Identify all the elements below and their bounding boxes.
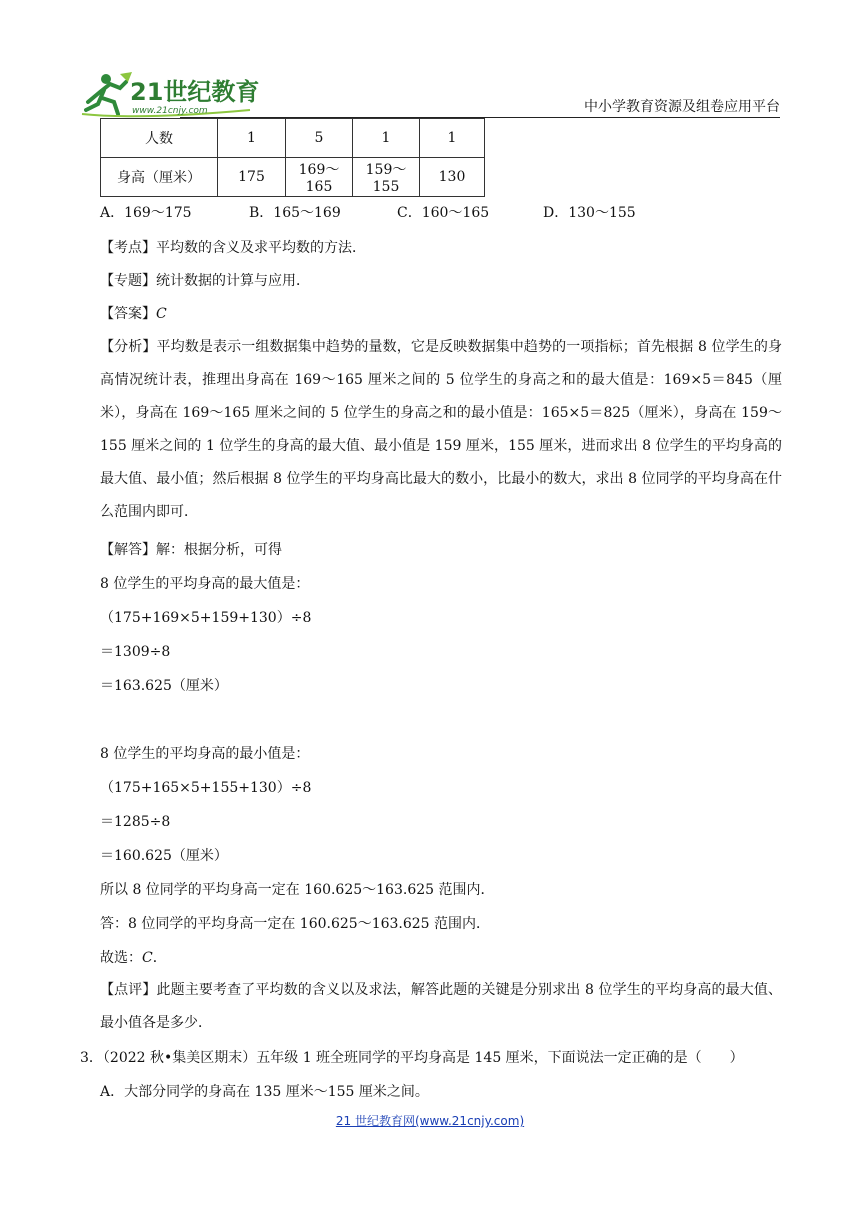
max-title: 8 位学生的平均身高的最大值是： xyxy=(100,576,310,592)
table-cell: 1 xyxy=(353,119,420,158)
table-cell: 175 xyxy=(218,158,286,197)
table-cell: 159～155 xyxy=(353,158,420,197)
min-step-1: （175+165×5+155+130）÷8 xyxy=(100,780,312,796)
max-step-3: ＝163.625（厘米） xyxy=(100,678,228,694)
page-header xyxy=(80,62,780,118)
conclusion-line: 所以 8 位同学的平均身高一定在 160.625～163.625 范围内． xyxy=(100,882,495,898)
table-cell: 身高（厘米） xyxy=(101,158,218,197)
option-d: D．130～155 xyxy=(543,205,636,221)
choice-value: C xyxy=(142,950,153,966)
choice-prefix: 故选： xyxy=(100,950,142,966)
table-row xyxy=(101,119,485,158)
choice-line xyxy=(100,948,167,968)
table-cell: 1 xyxy=(420,119,485,158)
max-step-1: （175+169×5+159+130）÷8 xyxy=(100,610,312,626)
question-3: 3．（2022 秋•集美区期末）五年级 1 班全班同学的平均身高是 145 厘米，下面说法一定正确的是（ ） xyxy=(80,1050,744,1066)
table-cell: 130 xyxy=(420,158,485,197)
option-c: C．160～165 xyxy=(397,205,490,221)
min-title: 8 位学生的平均身高的最小值是： xyxy=(100,746,310,762)
analysis-paragraph: 【分析】平均数是表示一组数据集中趋势的量数，它是反映数据集中趋势的一项指标；首先根据 8 位学生的身高情况统计表，推理出身高在 169～165 厘米之间的 5 位学生的身高之和的最大值是：169×5＝845（厘米），身高在 169～165 厘米之间的 5 位学生的身高之和的最小值是：165×5＝825（厘米），身高在 159～155 厘米之间的 1 位学生的身高的最大值、最小值是 159 厘米，155 厘米，进而求出 8 位学生的平均身高的最大值、最小值；然后根据 8 位学生的平均身高比最大的数小，比最小的数大，求出 8 位同学的平均身高在什么范围内即可． xyxy=(100,339,782,520)
runner-logo-icon xyxy=(80,70,260,118)
site-logo[interactable] xyxy=(80,70,260,118)
max-step-2: ＝1309÷8 xyxy=(100,644,171,660)
min-step-2: ＝1285÷8 xyxy=(100,814,171,830)
footer-link[interactable]: 21 世纪教育网(www.21cnjy.com) xyxy=(335,1114,525,1128)
page-footer xyxy=(0,1112,860,1129)
reply-line: 答：8 位同学的平均身高一定在 160.625～163.625 范围内． xyxy=(100,916,491,932)
question-3-option-a: A．大部分同学的身高在 135 厘米～155 厘米之间。 xyxy=(100,1084,429,1100)
logo-url: www.21cnjy.com xyxy=(132,106,208,116)
option-b: B．165～169 xyxy=(249,205,341,221)
answer-value: C xyxy=(156,306,167,322)
choice-suffix: ． xyxy=(152,950,167,966)
answer-line xyxy=(100,304,167,324)
zhuanti-line: 【专题】统计数据的计算与应用． xyxy=(100,273,310,289)
table-row xyxy=(101,158,485,197)
table-cell: 169～165 xyxy=(286,158,353,197)
table-cell: 5 xyxy=(286,119,353,158)
option-a: A．169～175 xyxy=(100,205,192,221)
kaodian-line: 【考点】平均数的含义及求平均数的方法． xyxy=(100,240,366,256)
table-cell: 人数 xyxy=(101,119,218,158)
review-paragraph: 【点评】此题主要考查了平均数的含义以及求法，解答此题的关键是分别求出 8 位学生的平均身高的最大值、最小值各是多少． xyxy=(100,982,782,1031)
height-table xyxy=(100,118,485,197)
answer-label: 【答案】 xyxy=(100,306,156,322)
logo-text: 21世纪教育 xyxy=(130,78,260,106)
platform-name: 中小学教育资源及组卷应用平台 xyxy=(584,99,780,115)
solution-intro: 【解答】解：根据分析，可得 xyxy=(100,542,282,558)
answer-options xyxy=(100,203,636,223)
min-step-3: ＝160.625（厘米） xyxy=(100,848,228,864)
table-cell: 1 xyxy=(218,119,286,158)
